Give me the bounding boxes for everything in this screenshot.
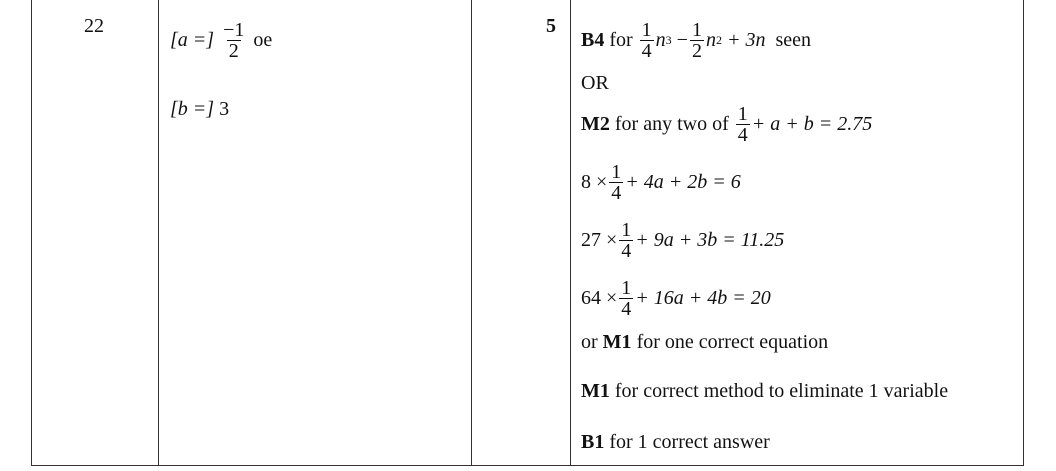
column-divider-2 bbox=[471, 0, 472, 465]
eq4-f-den: 4 bbox=[621, 297, 632, 320]
eq3-pre: 27 × bbox=[581, 228, 618, 251]
eq4-equation: + 16a + 4b = 20 bbox=[635, 286, 771, 309]
answer-b bbox=[170, 98, 229, 122]
guidance-eq2 bbox=[581, 160, 741, 204]
eq4-pre: 64 × bbox=[581, 286, 618, 309]
answer-a-numerator: −1 bbox=[223, 18, 245, 41]
guidance-b4: B4 for $\frac{1}{4}$ n 3 − $\frac{1}{2}$ n 2 + 3n seen bbox=[581, 18, 811, 62]
guidance-or-m1 bbox=[581, 331, 828, 355]
table-border-right bbox=[1023, 0, 1024, 465]
column-divider-1 bbox=[158, 0, 159, 465]
m1-text: for correct method to eliminate 1 variable bbox=[614, 380, 949, 402]
marks-value: 5 bbox=[546, 15, 556, 37]
eq3-equation: + 9a + 3b = 11.25 bbox=[635, 228, 785, 251]
b4-f1-den: 4 bbox=[641, 39, 652, 62]
answer-a bbox=[170, 18, 272, 62]
m2-f-den: 4 bbox=[737, 123, 748, 146]
table-border-left bbox=[31, 0, 32, 465]
answer-a-fraction bbox=[221, 20, 246, 61]
b4-n2: n bbox=[705, 28, 716, 51]
eq2-pre: 8 × bbox=[581, 170, 608, 193]
m1-code: M1 bbox=[581, 380, 610, 402]
answer-a-label: [a =] bbox=[170, 28, 215, 51]
column-divider-3 bbox=[570, 0, 571, 465]
eq2-equation: + 4a + 2b = 6 bbox=[625, 170, 741, 193]
guidance-eq4 bbox=[581, 276, 771, 320]
or-m1-or: or bbox=[581, 331, 598, 353]
b4-fraction-1 bbox=[640, 20, 654, 61]
eq4-f-num: 1 bbox=[621, 276, 632, 299]
answer-a-note: oe bbox=[253, 28, 273, 51]
b4-minus: − bbox=[676, 28, 688, 51]
m2-fraction bbox=[736, 104, 750, 145]
m2-code: M2 bbox=[581, 112, 610, 135]
guidance-b1 bbox=[581, 431, 770, 455]
m2-text: for any two of bbox=[614, 112, 729, 135]
b4-f1-num: 1 bbox=[641, 18, 652, 41]
or-m1-text: for one correct equation bbox=[636, 331, 829, 353]
b4-seen: seen bbox=[775, 28, 811, 51]
eq2-f-num: 1 bbox=[611, 160, 622, 183]
guidance-m2 bbox=[581, 102, 872, 146]
guidance-m1 bbox=[581, 380, 948, 404]
b4-lead: for bbox=[609, 28, 633, 51]
eq3-fraction bbox=[619, 220, 633, 261]
eq2-fraction bbox=[609, 162, 623, 203]
answer-b-value: 3 bbox=[219, 98, 230, 120]
question-number: 22 bbox=[84, 15, 104, 37]
b1-text: for 1 correct answer bbox=[609, 431, 770, 453]
eq2-f-den: 4 bbox=[611, 181, 622, 204]
eq3-f-num: 1 bbox=[621, 218, 632, 241]
eq4-fraction bbox=[619, 278, 633, 319]
or-m1-code: M1 bbox=[602, 331, 632, 353]
m2-f-num: 1 bbox=[737, 102, 748, 125]
eq3-f-den: 4 bbox=[621, 239, 632, 262]
guidance-or: OR bbox=[581, 72, 609, 94]
m2-equation: + a + b = 2.75 bbox=[751, 112, 873, 135]
b4-code: B4 bbox=[581, 28, 605, 51]
row-divider-bottom bbox=[31, 465, 1024, 466]
b4-n1: n bbox=[655, 28, 666, 51]
b1-code: B1 bbox=[581, 431, 605, 453]
b4-tail: + 3n bbox=[726, 28, 766, 51]
answer-a-denominator: 2 bbox=[228, 39, 239, 62]
guidance-eq3 bbox=[581, 218, 784, 262]
b4-f2-num: 1 bbox=[691, 18, 702, 41]
b4-f2-den: 2 bbox=[691, 39, 702, 62]
b4-fraction-2 bbox=[690, 20, 704, 61]
answer-b-label: [b =] bbox=[170, 98, 215, 120]
